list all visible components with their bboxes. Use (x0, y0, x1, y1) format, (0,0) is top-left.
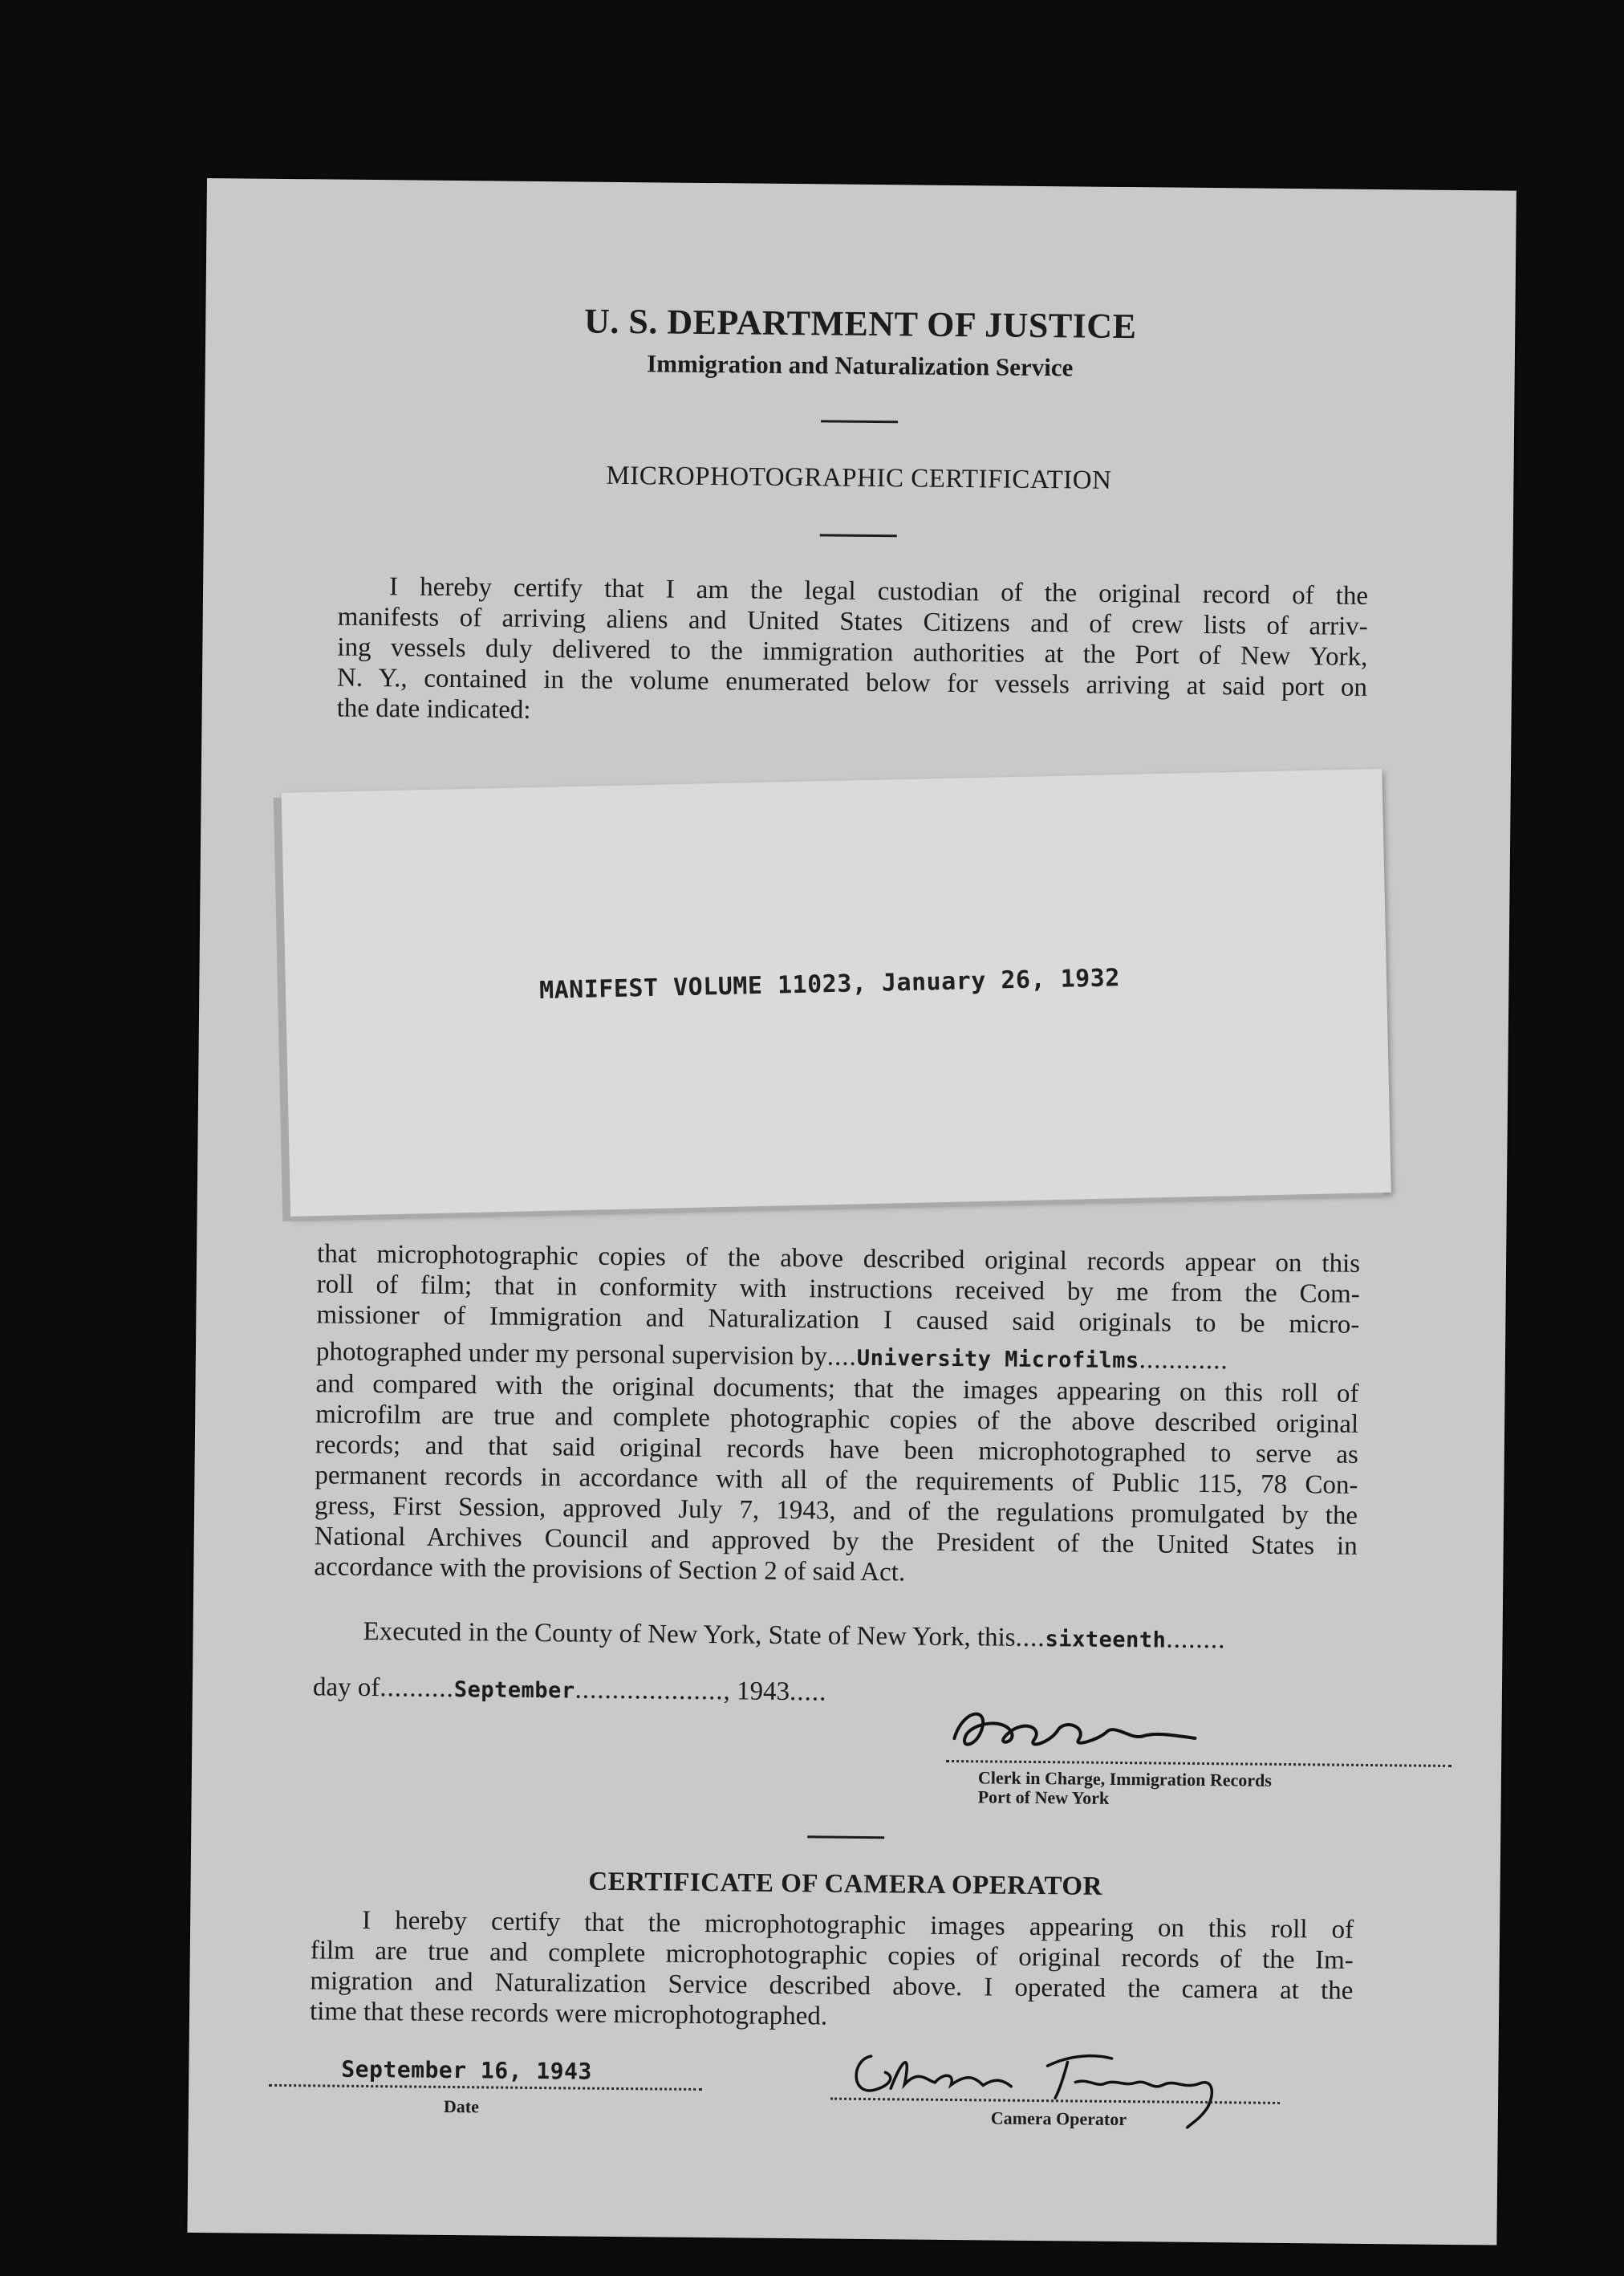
camera-line: film are true and complete microphotographic copies of original records of the Im- (310, 1936, 1354, 1975)
clerk-signature (946, 1702, 1204, 1761)
clerk-title (978, 1768, 1272, 1810)
body-line: gress, First Session, approved July 7, 1943, and of the regulations promulgated by the (314, 1491, 1358, 1530)
body-line: and compared with the original documents; that the images appearing on this roll of (315, 1369, 1359, 1408)
intro-line: I hereby certify that I am the legal custodian of the original record of the (388, 572, 1369, 611)
executed-day: sixteenth (1045, 1627, 1167, 1653)
clerk-title-line2: Port of New York (977, 1786, 1110, 1808)
certification-title: MICROPHOTOGRAPHIC CERTIFICATION (606, 461, 1112, 495)
body-line: permanent records in accordance with all of the requirements of Public 115, 78 Con- (315, 1461, 1358, 1500)
executed-month: September (453, 1677, 575, 1704)
camera-paragraph (310, 1904, 1354, 2036)
camera-line: migration and Naturalization Service described above. I operated the camera at the (310, 1966, 1354, 2006)
day-of-line: day of..........September...................., 1943..... (312, 1672, 827, 1707)
manifest-volume-text: MANIFEST VOLUME 11023, January 26, 1932 (538, 964, 1121, 1005)
manifest-slip (282, 769, 1391, 1217)
body-line: accordance with the provisions of Section 2 of said Act. (314, 1552, 906, 1587)
camera-line: I hereby certify that the microphotographic images appearing on this roll of (361, 1905, 1354, 1945)
body-line: National Archives Council and approved by the President of the United States in (314, 1522, 1358, 1561)
camera-date-label: Date (443, 2095, 480, 2117)
camera-date-line (269, 2084, 702, 2091)
intro-paragraph (336, 571, 1368, 734)
clerk-title-line1: Clerk in Charge, Immigration Records (977, 1767, 1273, 1790)
divider-rule (807, 1835, 884, 1839)
camera-date-value: September 16, 1943 (341, 2055, 592, 2085)
supervision-prefix: photographed under my personal supervision by (315, 1337, 828, 1372)
intro-line: N. Y., contained in the volume enumerated below for vessels arriving at said port on (336, 663, 1368, 702)
intro-line: ing vessels duly delivered to the immigration authorities at the Port of New York, (337, 632, 1368, 672)
executed-year: 1943 (736, 1677, 790, 1707)
supervision-value: University Microfilms (856, 1345, 1139, 1374)
divider-rule (820, 534, 897, 537)
camera-certificate-title: CERTIFICATE OF CAMERA OPERATOR (588, 1867, 1103, 1901)
supervision-line: photographed under my personal supervision by....University Microfilms............ (315, 1337, 1228, 1376)
body-paragraph (314, 1238, 1360, 1591)
divider-rule (821, 420, 898, 423)
executed-prefix: Executed in the County of New York, State of New York, this (363, 1616, 1016, 1652)
body-line: microfilm are true and complete photographic copies of the above described original (315, 1400, 1359, 1439)
certificate-page (187, 178, 1516, 2246)
intro-line: manifests of arriving aliens and United States Citizens and of crew lists of arriv- (337, 602, 1368, 641)
body-line: that microphotographic copies of the above described original records appear on this (316, 1239, 1361, 1278)
clerk-signature-line (946, 1760, 1451, 1767)
service-subheading: Immigration and Naturalization Service (647, 349, 1074, 382)
body-line: roll of film; that in conformity with instructions received by me from the Com- (316, 1270, 1360, 1309)
body-line: records; and that said original records have been microphotographed to serve as (315, 1430, 1358, 1469)
camera-line: time that these records were microphotographed. (309, 1997, 828, 2031)
intro-line: the date indicated: (336, 693, 531, 725)
camera-operator-label: Camera Operator (990, 2107, 1127, 2130)
day-of-label: day of (312, 1672, 380, 1703)
executed-line: Executed in the County of New York, State of New York, this....sixteenth........ (313, 1616, 1356, 1657)
body-line: missioner of Immigration and Naturalization I caused said originals to be micro- (316, 1300, 1360, 1339)
department-heading: U. S. DEPARTMENT OF JUSTICE (583, 301, 1137, 347)
